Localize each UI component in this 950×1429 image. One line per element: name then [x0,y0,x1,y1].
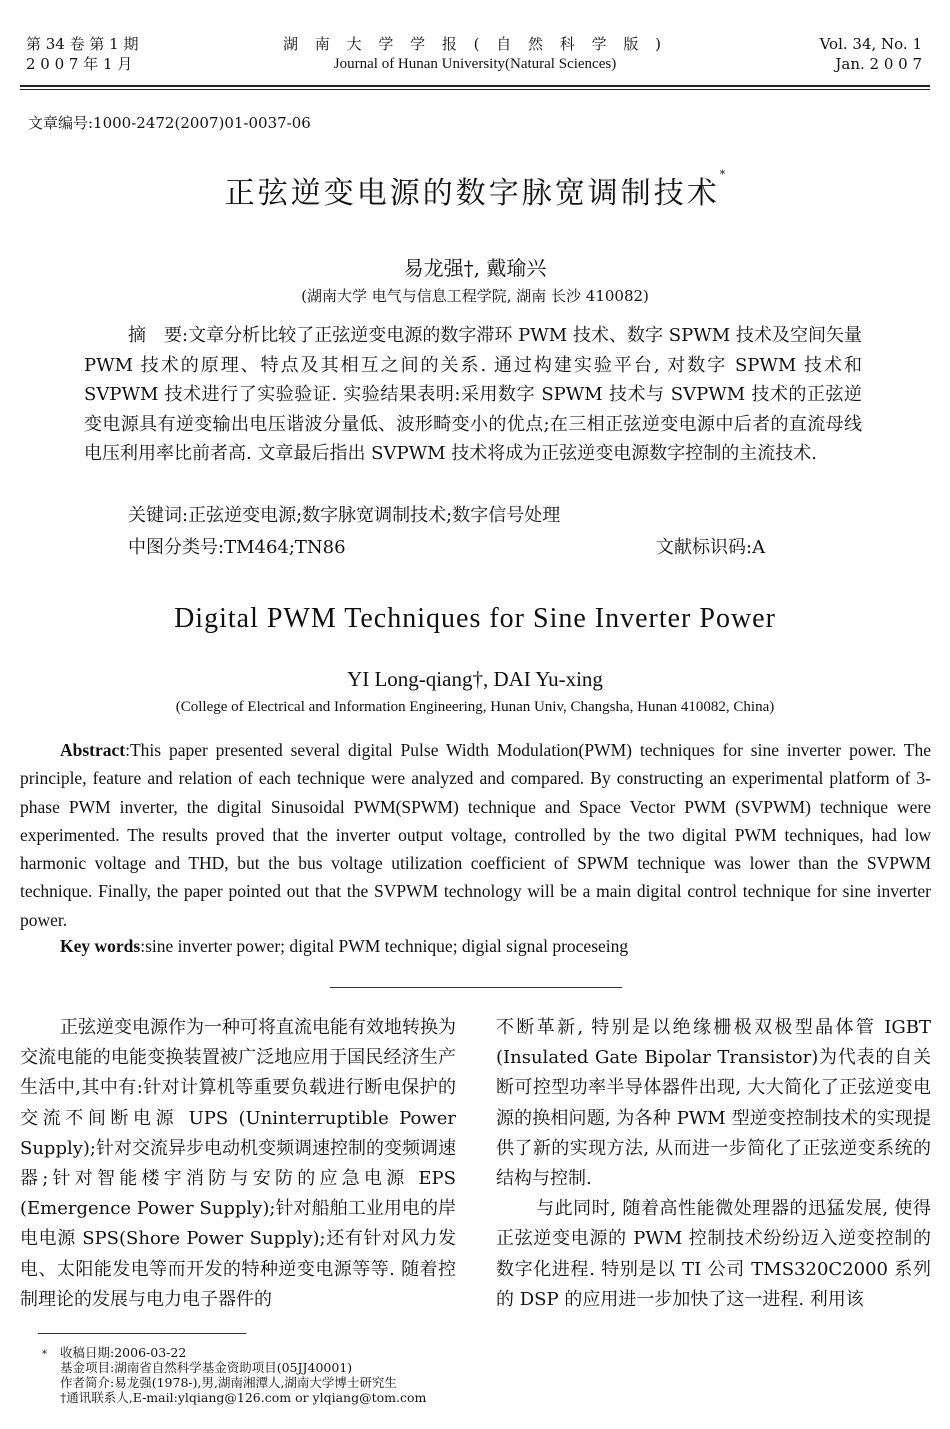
keywords-cn: 关键词:正弦逆变电源;数字脉宽调制技术;数字信号处理 [128,505,561,526]
footnote-mark: * [42,1349,47,1360]
body-paragraph: 与此同时, 随着高性能微处理器的迅猛发展, 使得正弦逆变电源的 PWM 控制技术纷纷迈入逆变控制的数字化进程. 特别是以 TI 公司 TMS320C2000 系列的 DSP 的应用进一步加快了这一进程. 利用该 [496,1198,931,1310]
body-column-left [20,1013,456,1315]
header-rule [20,85,930,87]
footnote-author-bio: 作者简介:易龙强(1978-),男,湖南湘潭人,湖南大学博士研究生 [60,1375,397,1390]
abstract-en-paragraph [20,736,931,934]
journal-volume-issue-en [820,34,922,74]
footnotes [42,1345,426,1405]
body-column-right [496,1013,931,1315]
keywords-en-label: Key words [60,936,141,956]
section-separator [330,987,622,988]
body-paragraph: 不断革新, 特别是以绝缘栅极双极型晶体管 IGBT (Insulated Gate Bipolar Transistor)为代表的自关断可控型功率半导体器件出现, 大大简化了正弦逆变电源的换相问题, 为各种 PWM 型逆变控制技术的实现提供了新的实现方法, 从而进一步简化了正弦逆变系统的结构与控制. [496,1017,931,1190]
date-cn: 2 0 0 7 年 1 月 [26,55,133,73]
abstract-en-text: :This paper presented several digital Pulse Width Modulation(PWM) techniques for sine inverter power. The principle, feature and relation of each technique were analyzed and compared. By constructing an experimental platform of 3-phase PWM inverter, the digital Sinusoidal PWM(SPWM) technique and Space Vector PWM (SVPWM) technique were experimented. The results proved that the inverter output voltage, controlled by the two digital PWM techniques, had low harmonic voltage and THD, but the bus voltage utilization coefficient of SPWM technique was lower than the SVPWM technique. Finally, the paper pointed out that the SVPWM technology will be a main digital control technique for sine inverter power. [20,740,931,930]
article-number: 文章编号:1000-2472(2007)01-0037-06 [28,114,311,132]
keywords-en-text: :sine inverter power; digital PWM technique; digial signal proceseing [140,936,629,956]
document-code: 文献标识码:A [656,537,766,558]
volume-issue-en: Vol. 34, No. 1 [819,35,922,53]
title-cn-text: 正弦逆变电源的数字脉宽调制技术 [224,176,720,211]
date-en: Jan. 2 0 0 7 [835,55,922,73]
affiliation-en: (College of Electrical and Information Engineering, Hunan Univ, Changsha, Hunan 410082, China) [175,699,775,715]
affiliation-cn: (湖南大学 电气与信息工程学院, 湖南 长沙 410082) [301,287,649,305]
title-footnote-mark: * [719,168,726,181]
volume-issue-cn: 第 34 卷 第 1 期 [26,35,139,53]
abstract-cn-text: 摘 要:文章分析比较了正弦逆变电源的数字滞环 PWM 技术、数字 SPWM 技术及空间矢量 PWM 技术的原理、特点及其相互之间的关系. 通过构建实验平台, 对数字 SPWM 技术和 SVPWM 技术进行了实验验证. 实验结果表明:采用数字 SPWM 技术与 SVPWM 技术的正弦逆变电源具有逆变输出电压谐波分量低、波形畸变小的优点;在三相正弦逆变电源中后者的直流母线电压利用率比前者高. 文章最后指出 SVPWM 技术将成为正弦逆变电源数字控制的主流技术. [84,325,862,464]
footnote-rule [38,1333,246,1334]
classification-code: 中图分类号:TM464;TN86 [128,537,346,558]
journal-name-cn: 湖 南 大 学 学 报 ( 自 然 科 学 版 ) [283,35,667,53]
abstract-en [20,736,931,934]
authors-cn: 易龙强†, 戴瑜兴 [403,256,547,280]
authors-en: YI Long-qiang†, DAI Yu-xing [347,667,603,691]
journal-name [0,34,950,74]
abstract-en-label: Abstract [60,740,126,760]
footnote-contact: †通讯联系人,E-mail:ylqiang@126.com or ylqiang@tom.com [60,1390,427,1405]
body-paragraph: 正弦逆变电源作为一种可将直流电能有效地转换为交流电能的电能变换装置被广泛地应用于国民经济生产生活中,其中有:针对计算机等重要负载进行断电保护的交流不间断电源 UPS (Uninterruptible Power Supply);针对交流异步电动机变频调速控制的变频调速器;针对智能楼宇消防与安防的应急电源 EPS (Emergence Power Supply);针对船舶工业用电的岸电电源 SPS(Shore Power Supply);还有针对风力发电、太阳能发电等而开发的特种逆变电源等等. 随着控制理论的发展与电力电子器件的 [20,1017,456,1310]
journal-name-en: Journal of Hunan University(Natural Sciences) [333,56,617,72]
keywords-en [60,936,628,957]
footnote-fund: 基金项目:湖南省自然科学基金资助项目(05JJ40001) [60,1360,353,1375]
abstract-cn [84,321,862,469]
footnote-received: 收稿日期:2006-03-22 [60,1345,187,1360]
paper-title-cn [0,168,950,212]
header-rule-thin [20,89,930,90]
paper-title-en: Digital PWM Techniques for Sine Inverter Power [174,603,776,634]
